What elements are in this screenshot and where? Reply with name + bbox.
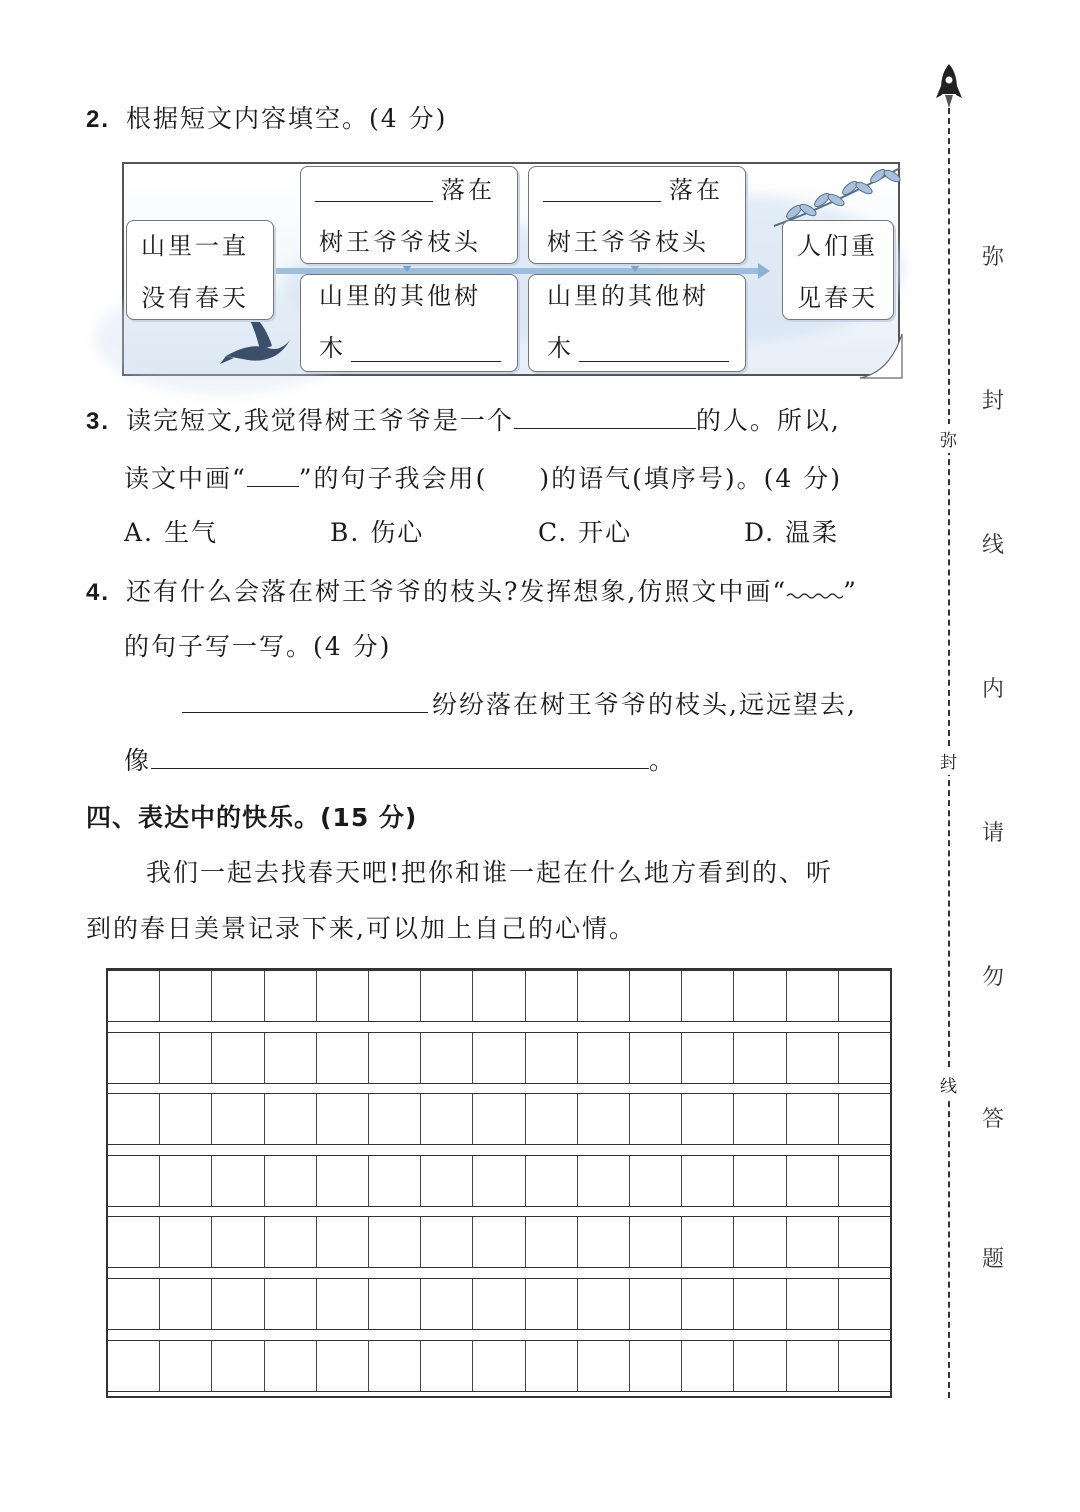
grid-cell[interactable] bbox=[421, 1156, 473, 1206]
grid-cell[interactable] bbox=[630, 1156, 682, 1206]
stage1b-line1: 山里的其他树 bbox=[319, 282, 481, 310]
q3-text-c: 读文中画“ bbox=[124, 464, 247, 493]
diagram-stage1-top bbox=[300, 166, 518, 264]
grid-cell[interactable] bbox=[108, 1156, 160, 1206]
margin-char: 勿 bbox=[982, 965, 1005, 990]
grid-cell[interactable] bbox=[734, 1094, 786, 1144]
diagram-stage2-top bbox=[528, 166, 746, 264]
grid-cell[interactable] bbox=[317, 971, 369, 1021]
grid-cell[interactable] bbox=[734, 1156, 786, 1206]
stage1-line2: 树王爷爷枝头 bbox=[319, 228, 481, 256]
grid-cell[interactable] bbox=[578, 1217, 630, 1267]
grid-cell[interactable] bbox=[160, 1279, 212, 1329]
grid-cell[interactable] bbox=[265, 1094, 317, 1144]
q4-text-f: 。 bbox=[649, 746, 677, 775]
margin-char: 答 bbox=[982, 1107, 1005, 1132]
margin-char: 请 bbox=[982, 821, 1005, 846]
grid-cell[interactable] bbox=[839, 1279, 890, 1329]
grid-cell[interactable] bbox=[839, 1341, 890, 1391]
q4-text-e: 像 bbox=[124, 746, 152, 775]
seal-label-xian: 线 bbox=[940, 1070, 957, 1099]
grid-cell[interactable] bbox=[160, 1217, 212, 1267]
grid-cell[interactable] bbox=[421, 1279, 473, 1329]
grid-cell[interactable] bbox=[839, 971, 890, 1021]
grid-cell[interactable] bbox=[369, 1033, 421, 1083]
grid-cell[interactable] bbox=[526, 1156, 578, 1206]
margin-char: 题 bbox=[982, 1247, 1005, 1272]
grid-row bbox=[108, 1340, 890, 1392]
answer-blank[interactable] bbox=[351, 361, 501, 362]
grid-cell[interactable] bbox=[369, 1341, 421, 1391]
grid-cell[interactable] bbox=[682, 1217, 734, 1267]
answer-blank[interactable] bbox=[543, 201, 661, 202]
grid-cell[interactable] bbox=[839, 1156, 890, 1206]
grid-cell[interactable] bbox=[578, 971, 630, 1021]
grid-cell[interactable] bbox=[787, 1217, 839, 1267]
question-4-line-1 bbox=[86, 574, 858, 610]
grid-cell[interactable] bbox=[630, 1217, 682, 1267]
grid-cell[interactable] bbox=[421, 971, 473, 1021]
question-number: 3. bbox=[86, 408, 111, 435]
rocket-icon bbox=[936, 64, 962, 110]
grid-cell[interactable] bbox=[734, 1033, 786, 1083]
grid-row bbox=[108, 1155, 890, 1207]
grid-cell[interactable] bbox=[265, 1341, 317, 1391]
grid-cell[interactable] bbox=[630, 1341, 682, 1391]
grid-cell[interactable] bbox=[734, 971, 786, 1021]
grid-cell[interactable] bbox=[839, 1217, 890, 1267]
grid-cell[interactable] bbox=[787, 1094, 839, 1144]
page-curl bbox=[860, 334, 902, 378]
grid-cell[interactable] bbox=[578, 1279, 630, 1329]
grid-cell[interactable] bbox=[421, 1033, 473, 1083]
grid-cell[interactable] bbox=[473, 1156, 525, 1206]
question-text: 根据短文内容填空。(4 分) bbox=[125, 104, 448, 133]
start-line-1: 山里一直 bbox=[141, 232, 249, 260]
seal-label-mi: 弥 bbox=[940, 424, 957, 453]
grid-row bbox=[108, 1216, 890, 1268]
grid-cell[interactable] bbox=[682, 1094, 734, 1144]
stage1-suffix: 落在 bbox=[441, 176, 495, 204]
margin-char: 内 bbox=[982, 677, 1005, 702]
grid-cell[interactable] bbox=[578, 1341, 630, 1391]
grid-cell[interactable] bbox=[526, 971, 578, 1021]
stage2-suffix: 落在 bbox=[669, 176, 723, 204]
start-line-2: 没有春天 bbox=[141, 284, 249, 312]
section-4-title: 四、表达中的快乐。(15 分) bbox=[86, 803, 418, 832]
marked-sentence-blank bbox=[247, 460, 299, 487]
q3-text-e: )的语气(填序号)。(4 分) bbox=[539, 464, 842, 493]
q3-text-a: 读完短文,我觉得树王爷爷是一个 bbox=[125, 406, 514, 435]
grid-cell[interactable] bbox=[473, 1279, 525, 1329]
stage2-line2: 树王爷爷枝头 bbox=[547, 228, 709, 256]
grid-cell[interactable] bbox=[212, 1094, 264, 1144]
grid-cell[interactable] bbox=[108, 971, 160, 1021]
margin-char: 封 bbox=[982, 389, 1005, 414]
composition-grid[interactable] bbox=[106, 968, 892, 1398]
grid-cell[interactable] bbox=[108, 1217, 160, 1267]
question-number: 2. bbox=[86, 106, 111, 133]
grid-cell[interactable] bbox=[734, 1341, 786, 1391]
answer-blank[interactable] bbox=[151, 742, 649, 769]
grid-cell[interactable] bbox=[526, 1033, 578, 1083]
grid-cell[interactable] bbox=[317, 1341, 369, 1391]
question-4-line-2 bbox=[124, 630, 391, 664]
grid-cell[interactable] bbox=[369, 1094, 421, 1144]
grid-cell[interactable] bbox=[682, 971, 734, 1021]
grid-cell[interactable] bbox=[317, 1033, 369, 1083]
grid-cell[interactable] bbox=[630, 971, 682, 1021]
grid-cell[interactable] bbox=[212, 971, 264, 1021]
q3-option-b: B. 伤心 bbox=[330, 518, 425, 547]
grid-cell[interactable] bbox=[787, 1033, 839, 1083]
grid-cell[interactable] bbox=[108, 1279, 160, 1329]
grid-cell[interactable] bbox=[578, 1094, 630, 1144]
grid-cell[interactable] bbox=[160, 1094, 212, 1144]
grid-cell[interactable] bbox=[160, 1156, 212, 1206]
end-line-1: 人们重 bbox=[797, 232, 878, 260]
grid-cell[interactable] bbox=[682, 1279, 734, 1329]
grid-cell[interactable] bbox=[317, 1094, 369, 1144]
grid-cell[interactable] bbox=[265, 1279, 317, 1329]
grid-cell[interactable] bbox=[265, 1033, 317, 1083]
section-4-para-1: 我们一起去找春天吧!把你和谁一起在什么地方看到的、听 bbox=[146, 858, 834, 887]
grid-cell[interactable] bbox=[473, 1341, 525, 1391]
q4-text-d: 纷纷落在树王爷爷的枝头,远远望去, bbox=[432, 690, 857, 719]
grid-row bbox=[108, 1093, 890, 1145]
q3-text-d: ”的句子我会用( bbox=[298, 464, 488, 493]
grid-cell[interactable] bbox=[212, 1341, 264, 1391]
grid-cell[interactable] bbox=[108, 1033, 160, 1083]
grid-row bbox=[108, 1278, 890, 1330]
grid-cell[interactable] bbox=[317, 1217, 369, 1267]
margin-char: 弥 bbox=[982, 245, 1005, 270]
q4-text-a: 还有什么会落在树王爷爷的枝头?发挥想象,仿照文中画“ bbox=[125, 577, 788, 606]
answer-blank[interactable] bbox=[315, 201, 433, 202]
grid-cell[interactable] bbox=[421, 1341, 473, 1391]
grid-cell[interactable] bbox=[787, 1156, 839, 1206]
grid-cell[interactable] bbox=[108, 1341, 160, 1391]
grid-cell[interactable] bbox=[369, 971, 421, 1021]
grid-cell[interactable] bbox=[630, 1279, 682, 1329]
grid-cell[interactable] bbox=[421, 1217, 473, 1267]
grid-cell[interactable] bbox=[265, 971, 317, 1021]
section-4-para-2: 到的春日美景记录下来,可以加上自己的心情。 bbox=[86, 914, 636, 943]
grid-cell[interactable] bbox=[108, 1094, 160, 1144]
grid-cell[interactable] bbox=[578, 1033, 630, 1083]
stage2b-line1: 山里的其他树 bbox=[547, 282, 709, 310]
grid-cell[interactable] bbox=[682, 1341, 734, 1391]
answer-blank[interactable] bbox=[182, 686, 428, 713]
question-4-line-3 bbox=[182, 686, 857, 722]
grid-cell[interactable] bbox=[787, 1341, 839, 1391]
grid-cell[interactable] bbox=[526, 1217, 578, 1267]
grid-cell[interactable] bbox=[839, 1033, 890, 1083]
grid-cell[interactable] bbox=[265, 1217, 317, 1267]
grid-cell[interactable] bbox=[682, 1156, 734, 1206]
grid-cell[interactable] bbox=[682, 1033, 734, 1083]
grid-cell[interactable] bbox=[473, 971, 525, 1021]
q3-text-b: 的人。所以, bbox=[695, 406, 841, 435]
grid-cell[interactable] bbox=[160, 1033, 212, 1083]
diagram-end-box bbox=[782, 220, 894, 320]
wavy-underline-mark bbox=[787, 574, 843, 600]
diagram-start-box bbox=[126, 220, 274, 320]
grid-cell[interactable] bbox=[212, 1156, 264, 1206]
question-4-line-4 bbox=[124, 742, 676, 778]
grid-cell[interactable] bbox=[160, 1341, 212, 1391]
margin-char: 线 bbox=[982, 533, 1005, 558]
q4-text-b: ” bbox=[843, 577, 858, 606]
grid-cell[interactable] bbox=[421, 1094, 473, 1144]
grid-cell[interactable] bbox=[526, 1094, 578, 1144]
grid-cell[interactable] bbox=[317, 1156, 369, 1206]
grid-cell[interactable] bbox=[734, 1279, 786, 1329]
grid-cell[interactable] bbox=[630, 1094, 682, 1144]
grid-cell[interactable] bbox=[212, 1279, 264, 1329]
grid-cell[interactable] bbox=[839, 1094, 890, 1144]
end-line-2: 见春天 bbox=[797, 284, 878, 312]
grid-cell[interactable] bbox=[369, 1156, 421, 1206]
q3-option-a: A. 生气 bbox=[124, 518, 218, 547]
question-3-line-2 bbox=[124, 460, 842, 496]
grid-cell[interactable] bbox=[473, 1033, 525, 1083]
grid-cell[interactable] bbox=[317, 1279, 369, 1329]
grid-cell[interactable] bbox=[473, 1094, 525, 1144]
grid-cell[interactable] bbox=[369, 1279, 421, 1329]
grid-cell[interactable] bbox=[160, 971, 212, 1021]
grid-cell[interactable] bbox=[787, 1279, 839, 1329]
arrow-head-right bbox=[758, 263, 770, 279]
grid-cell[interactable] bbox=[526, 1341, 578, 1391]
grid-cell[interactable] bbox=[212, 1217, 264, 1267]
question-3-line-1 bbox=[86, 402, 841, 439]
diagram-stage1-bottom bbox=[300, 274, 518, 372]
grid-cell[interactable] bbox=[369, 1217, 421, 1267]
grid-cell[interactable] bbox=[526, 1279, 578, 1329]
grid-cell[interactable] bbox=[578, 1156, 630, 1206]
question-2 bbox=[86, 102, 447, 137]
plot-flow-diagram bbox=[122, 162, 900, 376]
grid-cell[interactable] bbox=[473, 1217, 525, 1267]
grid-cell[interactable] bbox=[265, 1156, 317, 1206]
answer-blank[interactable] bbox=[514, 402, 696, 429]
q3-option-d: D. 温柔 bbox=[744, 518, 840, 547]
seal-label-feng: 封 bbox=[940, 746, 957, 775]
answer-blank[interactable] bbox=[579, 361, 729, 362]
q4-text-c: 的句子写一写。(4 分) bbox=[124, 632, 392, 661]
q3-option-c: C. 开心 bbox=[538, 518, 633, 547]
grid-cell[interactable] bbox=[734, 1217, 786, 1267]
stage2b-prefix: 木 bbox=[547, 334, 574, 362]
grid-cell[interactable] bbox=[787, 971, 839, 1021]
grid-row bbox=[108, 1032, 890, 1084]
grid-row bbox=[108, 970, 890, 1022]
grid-cell[interactable] bbox=[212, 1033, 264, 1083]
stage1b-prefix: 木 bbox=[319, 334, 346, 362]
question-number: 4. bbox=[86, 579, 111, 606]
diagram-stage2-bottom bbox=[528, 274, 746, 372]
grid-cell[interactable] bbox=[630, 1033, 682, 1083]
